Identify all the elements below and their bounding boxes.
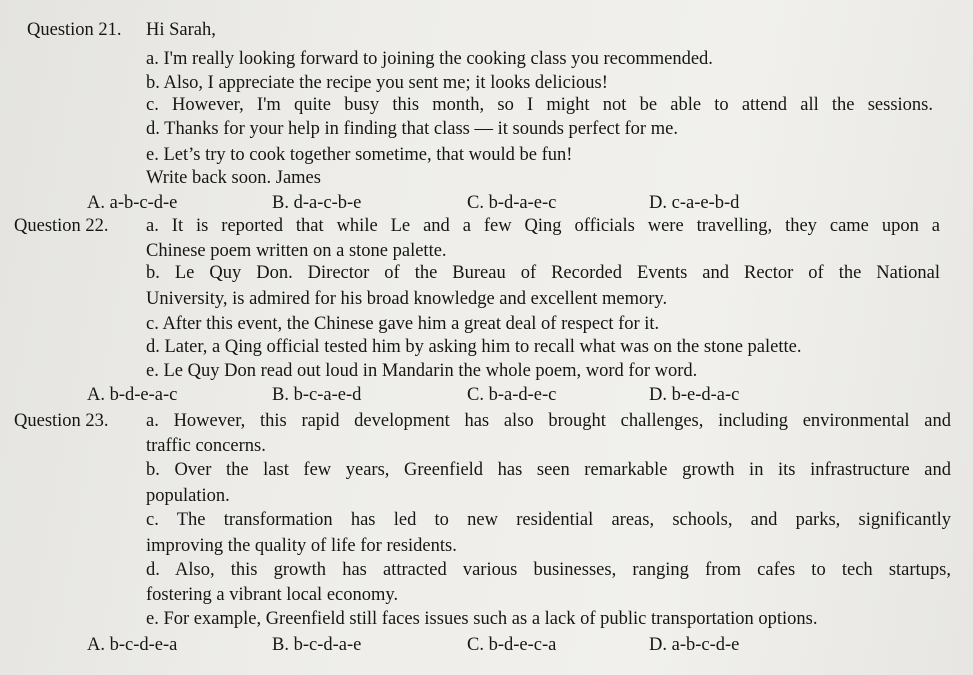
option-c[interactable]: C. b-a-d-e-c bbox=[467, 385, 557, 405]
question-label: Question 23. bbox=[14, 411, 109, 431]
letter-greeting: Hi Sarah, bbox=[146, 20, 216, 40]
sentence-a-line-1: a. However, this rapid development has also brought challenges, including environmental and bbox=[146, 411, 951, 431]
question-label: Question 21. bbox=[27, 20, 122, 40]
sentence-a: a. I'm really looking forward to joining the cooking class you recommended. bbox=[146, 49, 713, 69]
option-d[interactable]: D. b-e-d-a-c bbox=[649, 385, 740, 405]
sentence-e: e. Le Quy Don read out loud in Mandarin the whole poem, word for word. bbox=[146, 361, 698, 381]
sentence-a-line-2: traffic concerns. bbox=[146, 436, 266, 456]
sentence-b-line-2: University, is admired for his broad knowledge and excellent memory. bbox=[146, 289, 668, 309]
sentence-c-line-2: improving the quality of life for residents. bbox=[146, 536, 457, 556]
option-c[interactable]: C. b-d-a-e-c bbox=[467, 193, 557, 213]
sentence-e: e. Let’s try to cook together sometime, that would be fun! bbox=[146, 145, 573, 165]
sentence-e: e. For example, Greenfield still faces issues such as a lack of public transportation options. bbox=[146, 609, 818, 629]
sentence-a-line-2: Chinese poem written on a stone palette. bbox=[146, 241, 447, 261]
sentence-c-line-1: c. The transformation has led to new residential areas, schools, and parks, significantly bbox=[146, 510, 951, 530]
sentence-a-line-1: a. It is reported that while Le and a few Qing officials were travelling, they came upon a bbox=[146, 216, 940, 236]
option-c[interactable]: C. b-d-e-c-a bbox=[467, 635, 557, 655]
sentence-d: d. Later, a Qing official tested him by asking him to recall what was on the stone palette. bbox=[146, 337, 802, 357]
option-a[interactable]: A. b-d-e-a-c bbox=[87, 385, 178, 405]
sentence-d-line-2: fostering a vibrant local economy. bbox=[146, 585, 399, 605]
option-b[interactable]: B. b-c-d-a-e bbox=[272, 635, 362, 655]
sentence-d-line-1: d. Also, this growth has attracted various businesses, ranging from cafes to tech startups, bbox=[146, 560, 951, 580]
letter-closing: Write back soon. James bbox=[146, 168, 321, 188]
option-d[interactable]: D. c-a-e-b-d bbox=[649, 193, 740, 213]
option-a[interactable]: A. b-c-d-e-a bbox=[87, 635, 178, 655]
sentence-b-line-1: b. Over the last few years, Greenfield has seen remarkable growth in its infrastructure and bbox=[146, 460, 951, 480]
sentence-b-line-2: population. bbox=[146, 486, 230, 506]
option-b[interactable]: B. d-a-c-b-e bbox=[272, 193, 362, 213]
sentence-d: d. Thanks for your help in finding that class — it sounds perfect for me. bbox=[146, 119, 678, 139]
sentence-b-line-1: b. Le Quy Don. Director of the Bureau of Recorded Events and Rector of the National bbox=[146, 263, 940, 283]
option-a[interactable]: A. a-b-c-d-e bbox=[87, 193, 178, 213]
sentence-c: c. After this event, the Chinese gave him a great deal of respect for it. bbox=[146, 314, 660, 334]
option-b[interactable]: B. b-c-a-e-d bbox=[272, 385, 362, 405]
option-d[interactable]: D. a-b-c-d-e bbox=[649, 635, 740, 655]
question-label: Question 22. bbox=[14, 216, 109, 236]
sentence-b: b. Also, I appreciate the recipe you sent me; it looks delicious! bbox=[146, 73, 608, 93]
sentence-c: c. However, I'm quite busy this month, so I might not be able to attend all the sessions. bbox=[146, 95, 933, 115]
